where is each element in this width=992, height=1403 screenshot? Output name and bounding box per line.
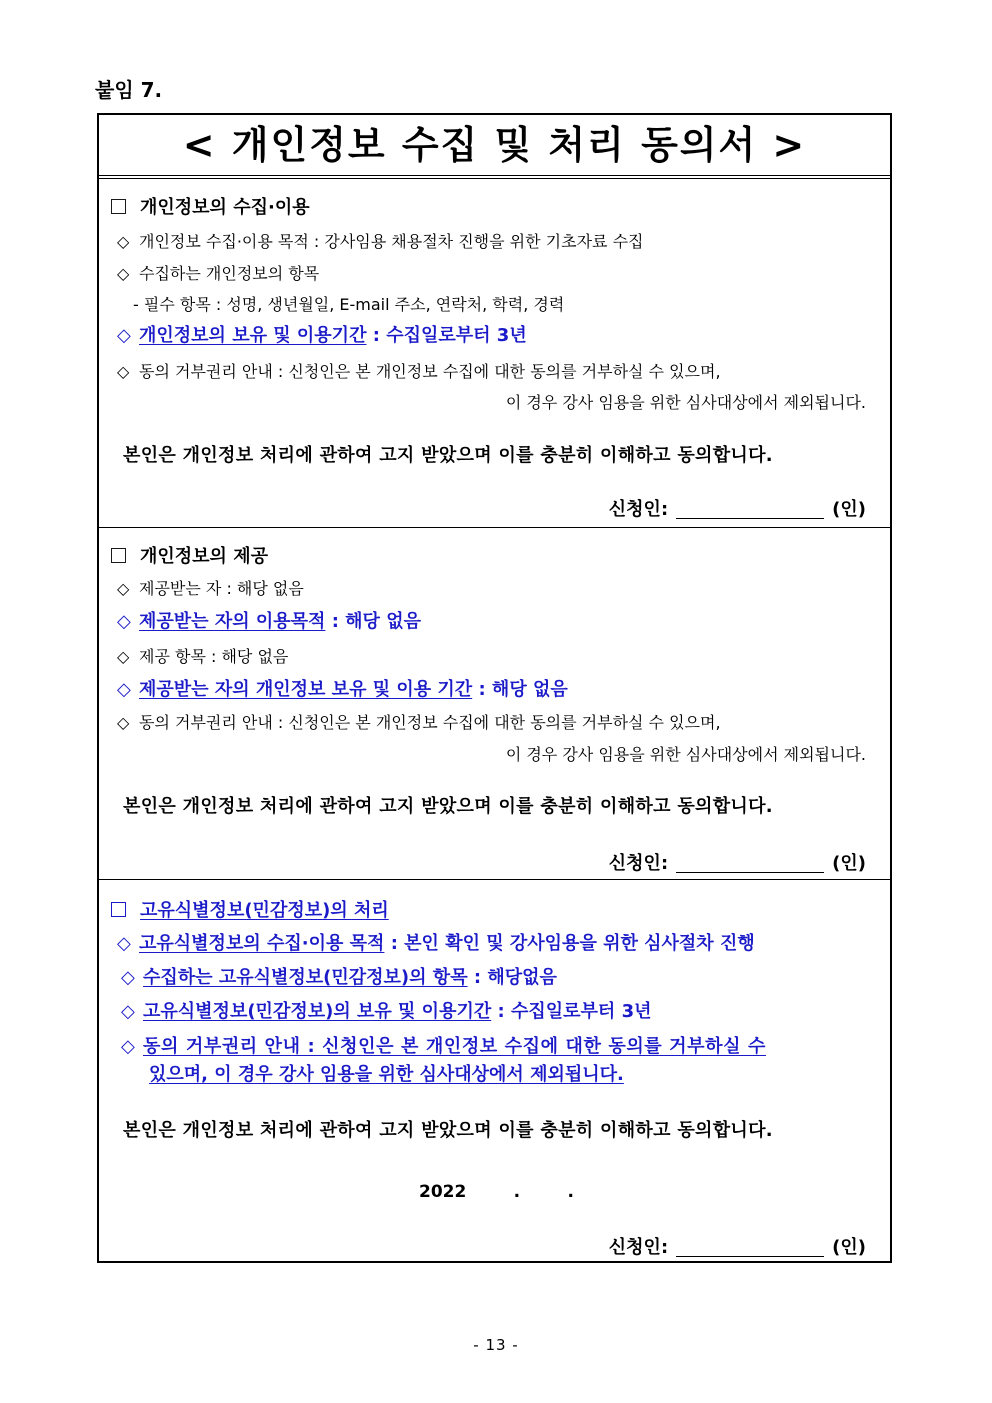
refusal-notice-cont: 이 경우 강사 임용을 위한 심사대상에서 제외됩니다. — [505, 393, 866, 412]
emphasis-item: ◇ 고유식별정보의 수집·이용 목적 : 본인 확인 및 강사임용을 위한 심사절차 진행 — [117, 933, 755, 954]
emphasis-item: ◇ 동의 거부권리 안내 : 신청인은 본 개인정보 수집에 대한 동의를 거부하실 수 — [121, 1036, 766, 1057]
refusal-notice-cont: 이 경우 강사 임용을 위한 심사대상에서 제외됩니다. — [505, 745, 866, 764]
diamond-icon: ◇ — [117, 579, 130, 598]
list-item: ◇ 제공 항목 : 해당 없음 — [117, 647, 289, 666]
emphasis-item: ◇ 수집하는 고유식별정보(민감정보)의 항목 : 해당없음 — [121, 967, 557, 988]
section-unique-id — [99, 880, 890, 1261]
page-number: - 13 - — [473, 1336, 519, 1354]
diamond-icon: ◇ — [117, 713, 130, 732]
diamond-icon: ◇ — [117, 933, 131, 954]
section-provision — [99, 528, 890, 880]
section-collection-use — [99, 179, 890, 528]
diamond-icon: ◇ — [121, 967, 135, 988]
agreement-statement: 본인은 개인정보 처리에 관하여 고지 받았으며 이를 충분히 이해하고 동의합니다. — [123, 1120, 773, 1141]
list-subitem: - 필수 항목 : 성명, 생년월일, E-mail 주소, 연락처, 학력, 경력 — [133, 295, 565, 314]
diamond-icon: ◇ — [117, 647, 130, 666]
emphasis-item-cont: 있으며, 이 경우 강사 임용을 위한 심사대상에서 제외됩니다. — [149, 1064, 624, 1085]
signature-field[interactable] — [676, 872, 824, 873]
signature-line: 신청인: (인) — [608, 853, 866, 874]
agreement-statement: 본인은 개인정보 처리에 관하여 고지 받았으며 이를 충분히 이해하고 동의합니다. — [123, 445, 773, 466]
diamond-icon: ◇ — [117, 325, 131, 346]
diamond-icon: ◇ — [117, 611, 131, 632]
signature-field[interactable] — [676, 518, 824, 519]
diamond-icon: ◇ — [121, 1036, 136, 1057]
refusal-notice: ◇ 동의 거부권리 안내 : 신청인은 본 개인정보 수집에 대한 동의를 거부하실 수 있으며, — [117, 362, 721, 381]
checkbox-icon[interactable] — [111, 902, 126, 917]
checkbox-icon[interactable] — [111, 199, 126, 214]
diamond-icon: ◇ — [117, 679, 131, 700]
section-heading: 개인정보의 제공 — [111, 542, 268, 568]
attachment-label: 붙임 7. — [95, 78, 163, 102]
signature-line: 신청인: (인) — [608, 499, 866, 520]
refusal-notice: ◇ 동의 거부권리 안내 : 신청인은 본 개인정보 수집에 대한 동의를 거부하실 수 있으며, — [117, 713, 721, 732]
signature-line: 신청인: (인) — [608, 1237, 866, 1258]
date-line: 2022 . . — [419, 1182, 574, 1202]
diamond-icon: ◇ — [117, 362, 130, 381]
diamond-icon: ◇ — [117, 264, 130, 283]
list-item: ◇ 수집하는 개인정보의 항목 — [117, 264, 320, 283]
agreement-statement: 본인은 개인정보 처리에 관하여 고지 받았으며 이를 충분히 이해하고 동의합니다. — [123, 796, 773, 817]
list-item: ◇ 개인정보 수집·이용 목적 : 강사임용 채용절차 진행을 위한 기초자료 수집 — [117, 232, 644, 251]
diamond-icon: ◇ — [121, 1001, 135, 1022]
diamond-icon: ◇ — [117, 232, 130, 251]
checkbox-icon[interactable] — [111, 548, 126, 563]
consent-form — [97, 113, 892, 1263]
section-heading: 개인정보의 수집·이용 — [111, 193, 310, 219]
emphasis-item: ◇ 제공받는 자의 개인정보 보유 및 이용 기간 : 해당 없음 — [117, 679, 568, 700]
form-title: < 개인정보 수집 및 처리 동의서 > — [99, 115, 890, 179]
emphasis-item: ◇ 개인정보의 보유 및 이용기간 : 수집일로부터 3년 — [117, 325, 527, 346]
section-heading: 고유식별정보(민감정보)의 처리 — [111, 896, 389, 922]
emphasis-item: ◇ 고유식별정보(민감정보)의 보유 및 이용기간 : 수집일로부터 3년 — [121, 1001, 652, 1022]
signature-field[interactable] — [676, 1256, 824, 1257]
emphasis-item: ◇ 제공받는 자의 이용목적 : 해당 없음 — [117, 611, 421, 632]
list-item: ◇ 제공받는 자 : 해당 없음 — [117, 579, 304, 598]
